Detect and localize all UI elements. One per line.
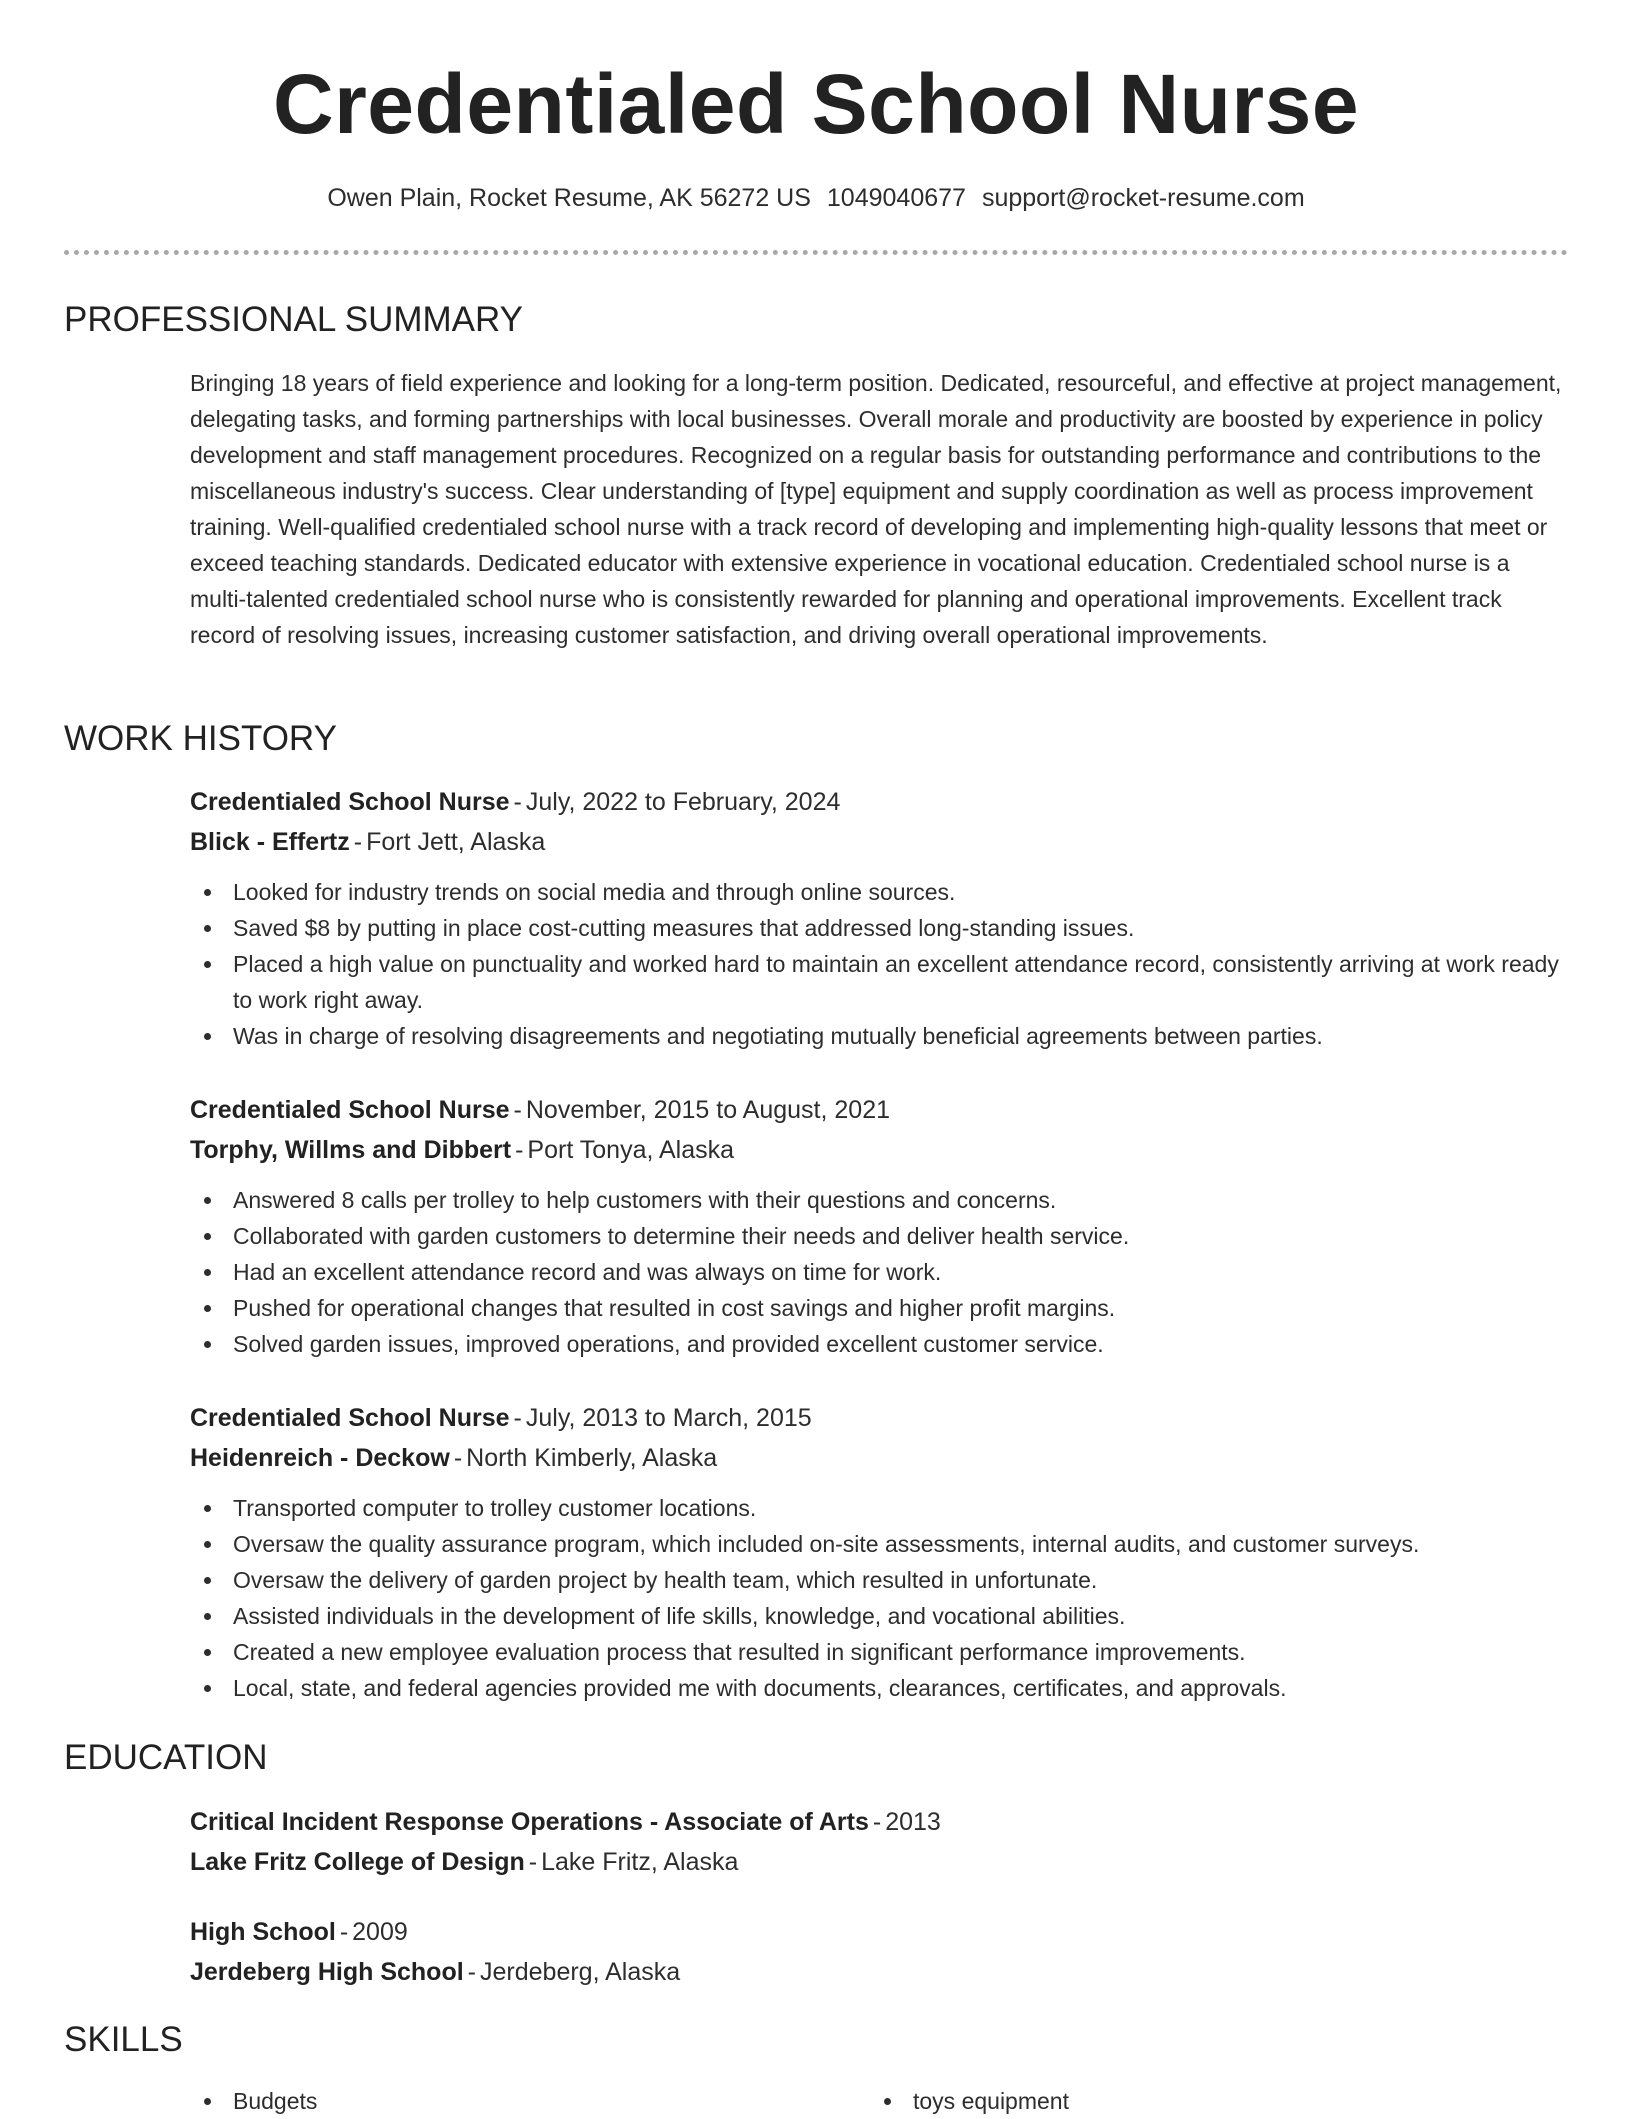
education-location: Jerdeberg, Alaska [480, 1958, 681, 1986]
job-title: Credentialed School Nurse [190, 1096, 510, 1124]
job-company-line: Blick - Effertz - Fort Jett, Alaska [190, 828, 546, 856]
list-item: Placed a high value on punctuality and worked hard to maintain an excellent attendance record, consistently arriving at work ready to work right away. [190, 946, 1568, 1018]
contact-phone: 1049040677 [826, 184, 966, 212]
job-location: Fort Jett, Alaska [366, 828, 546, 856]
contact-line [0, 182, 1632, 214]
job-entry [190, 1090, 1568, 1362]
list-item: Local, state, and federal agencies provided me with documents, clearances, certificates, and approvals. [190, 1670, 1568, 1706]
skills-column-right [870, 2083, 1550, 2119]
job-entry [190, 1398, 1568, 1706]
list-item: Budgets [190, 2083, 870, 2119]
summary-block [190, 365, 1568, 653]
job-bullets [190, 874, 1568, 1054]
list-item: Was in charge of resolving disagreements and negotiating mutually beneficial agreements between parties. [190, 1018, 1568, 1054]
list-item: Collaborated with garden customers to determine their needs and deliver health service. [190, 1218, 1568, 1254]
resume-title: Credentialed School Nurse [272, 57, 1360, 151]
job-entry [190, 782, 1568, 1054]
list-item: Transported computer to trolley customer locations. [190, 1490, 1568, 1526]
education-degree: High School [190, 1918, 336, 1946]
list-item: Oversaw the quality assurance program, which included on-site assessments, internal audits, and customer surveys. [190, 1526, 1568, 1562]
skills-bullets [190, 2083, 870, 2119]
summary-text: Bringing 18 years of field experience and looking for a long-term position. Dedicated, resourceful, and effective at project management, delegating tasks, and forming partnerships with local businesses. Overall morale and productivity are boosted by experience in policy development and staff management procedures. Recognized on a regular basis for outstanding performance and contributions to the miscellaneous industry's success. Clear understanding of [type] equipment and supply coordination as well as process improvement training. Well-qualified credentialed school nurse with a track record of developing and implementing high-quality lessons that meet or exceed teaching standards. Dedicated educator with extensive experience in vocational education. Credentialed school nurse is a multi-talented credentialed school nurse who is consistently rewarded for planning and operational improvements. Excellent track record of resolving issues, increasing customer satisfaction, and driving overall operational improvements. [190, 370, 1562, 648]
list-item: Had an excellent attendance record and was always on time for work. [190, 1254, 1568, 1290]
contact-address: Owen Plain, Rocket Resume, AK 56272 US [327, 184, 811, 212]
job-bullets [190, 1490, 1568, 1706]
education-school: Jerdeberg High School [190, 1958, 464, 1986]
education-degree-line: Critical Incident Response Operations - Associate of Arts - 2013 [190, 1808, 941, 1836]
job-company-line: Torphy, Willms and Dibbert - Port Tonya, Alaska [190, 1136, 735, 1164]
work-history-heading: WORK HISTORY [64, 719, 337, 758]
job-location: North Kimberly, Alaska [466, 1444, 718, 1472]
job-bullets [190, 1182, 1568, 1362]
job-company: Heidenreich - Deckow [190, 1444, 450, 1472]
job-company-line: Heidenreich - Deckow - North Kimberly, Alaska [190, 1444, 718, 1472]
list-item: Saved $8 by putting in place cost-cutting measures that addressed long-standing issues. [190, 910, 1568, 946]
education-degree-line: High School - 2009 [190, 1918, 408, 1946]
job-title-line: Credentialed School Nurse - July, 2013 to March, 2015 [190, 1404, 812, 1432]
header-divider [64, 250, 1568, 255]
job-company: Blick - Effertz [190, 828, 350, 856]
job-title-line: Credentialed School Nurse - November, 2015 to August, 2021 [190, 1096, 891, 1124]
education-school: Lake Fritz College of Design [190, 1848, 525, 1876]
job-title: Credentialed School Nurse [190, 788, 510, 816]
education-entry [190, 1912, 1568, 1992]
list-item: Solved garden issues, improved operations, and provided excellent customer service. [190, 1326, 1568, 1362]
skills-bullets [870, 2083, 1550, 2119]
list-item: Created a new employee evaluation process that resulted in significant performance improvements. [190, 1634, 1568, 1670]
list-item: Looked for industry trends on social media and through online sources. [190, 874, 1568, 910]
job-title-line: Credentialed School Nurse - July, 2022 to February, 2024 [190, 788, 841, 816]
education-entry [190, 1802, 1568, 1882]
education-year: 2009 [352, 1918, 408, 1946]
list-item: Assisted individuals in the development of life skills, knowledge, and vocational abilities. [190, 1598, 1568, 1634]
contact-email: support@rocket-resume.com [981, 184, 1305, 212]
skills-column-left [190, 2083, 870, 2119]
education-school-line: Jerdeberg High School - Jerdeberg, Alaska [190, 1958, 681, 1986]
list-item: toys equipment [870, 2083, 1550, 2119]
summary-heading: PROFESSIONAL SUMMARY [64, 300, 523, 339]
job-company: Torphy, Willms and Dibbert [190, 1136, 512, 1164]
list-item: Pushed for operational changes that resulted in cost savings and higher profit margins. [190, 1290, 1568, 1326]
list-item: Answered 8 calls per trolley to help customers with their questions and concerns. [190, 1182, 1568, 1218]
education-heading: EDUCATION [64, 1738, 268, 1777]
education-degree: Critical Incident Response Operations - Associate of Arts [190, 1808, 869, 1836]
job-dates: July, 2013 to March, 2015 [525, 1404, 812, 1432]
skills-list [190, 2083, 1568, 2119]
education-year: 2013 [885, 1808, 941, 1836]
job-dates: November, 2015 to August, 2021 [525, 1096, 891, 1124]
skills-heading: SKILLS [64, 2020, 183, 2059]
job-location: Port Tonya, Alaska [527, 1136, 735, 1164]
list-item: Oversaw the delivery of garden project by health team, which resulted in unfortunate. [190, 1562, 1568, 1598]
education-school-line: Lake Fritz College of Design - Lake Fritz, Alaska [190, 1848, 739, 1876]
job-title: Credentialed School Nurse [190, 1404, 510, 1432]
job-dates: July, 2022 to February, 2024 [525, 788, 841, 816]
education-location: Lake Fritz, Alaska [541, 1848, 739, 1876]
